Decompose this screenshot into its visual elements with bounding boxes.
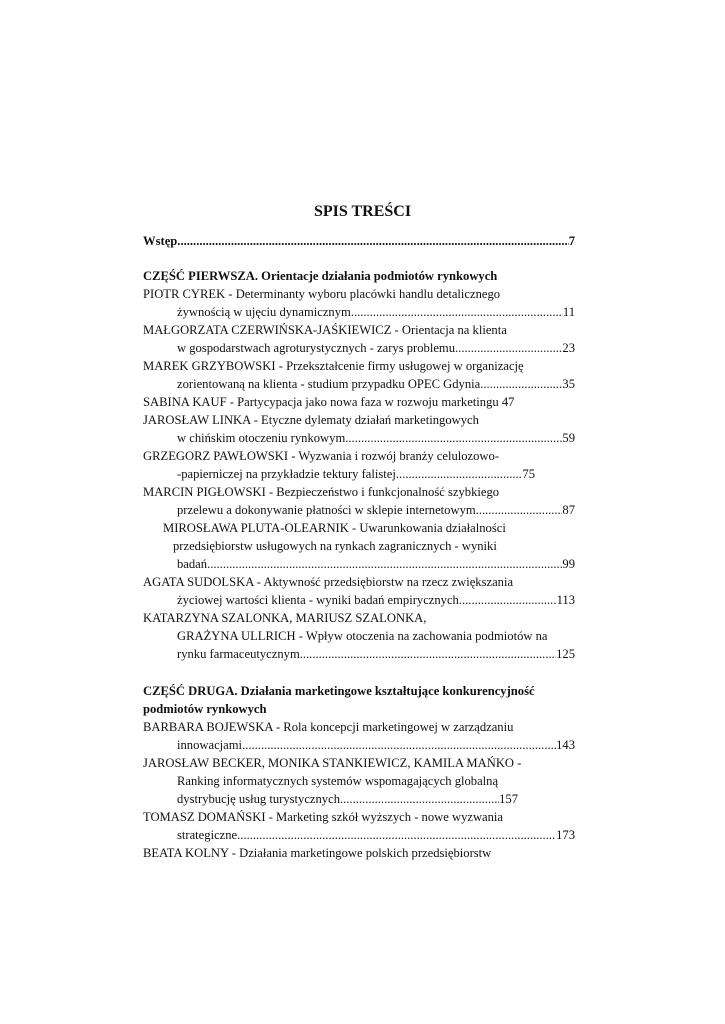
dot-leader [459,591,557,609]
dot-leader [345,429,562,447]
toc-entry-continuation[interactable] [143,375,575,393]
entry-page: 23 [562,341,575,355]
toc-entry-continuation[interactable] [143,591,575,609]
entry-title: innowacjami [177,738,243,752]
entry-page: 143 [556,738,575,752]
entry-title: dystrybucję usług turystycznych [177,792,340,806]
toc-entry-continuation[interactable] [143,339,575,357]
toc-entry-author[interactable]: PIOTR CYREK - Determinanty wyboru placówki handlu detalicznego [143,287,501,301]
toc-entry-author[interactable]: SABINA KAUF - Partycypacja jako nowa faza w rozwoju marketingu 47 [143,395,515,409]
entry-page: 59 [562,431,575,445]
entry-title: -papierniczej na przykładzie tektury falistej [177,467,396,481]
page-title: SPIS TREŚCI [313,203,412,220]
entry-title: żywnością w ujęciu dynamicznym [177,305,351,319]
dot-leader [476,501,563,519]
toc-entry-author[interactable]: TOMASZ DOMAŃSKI - Marketing szkół wyższych - nowe wyzwania [143,810,504,824]
toc-entry-author[interactable]: JAROSŁAW LINKA - Etyczne dylematy działań marketingowych [143,413,479,427]
dot-leader [207,555,562,573]
entry-title: zorientowaną na klienta - studium przypadku OPEC Gdynia [177,377,481,391]
dot-leader [396,465,523,483]
toc-entry-continuation: przedsiębiorstw usługowych na rynkach zagranicznych - wyniki [173,539,497,553]
toc-entry-continuation[interactable] [143,826,575,844]
toc-entry-continuation[interactable] [143,736,575,754]
toc-entry-author[interactable]: MAŁGORZATA CZERWIŃSKA-JAŚKIEWICZ - Orientacja na klienta [143,323,507,337]
dot-leader [237,826,556,844]
entry-page: 99 [562,557,575,571]
toc-entry-continuation[interactable] [143,303,575,321]
entry-title: badań [177,557,208,571]
toc-entry-continuation[interactable] [143,465,575,483]
toc-entry-continuation[interactable] [143,429,575,447]
table-of-contents [143,232,575,862]
toc-entry-continuation: GRAŻYNA ULLRICH - Wpływ otoczenia na zachowania podmiotów na [177,629,548,643]
dot-leader [340,790,499,808]
entry-title: Wstęp [143,234,178,248]
entry-page: 35 [562,377,575,391]
dot-leader [242,736,556,754]
entry-title: w chińskim otoczeniu rynkowym [177,431,346,445]
entry-title: przelewu a dokonywanie płatności w sklepie internetowym [177,503,476,517]
toc-entry-continuation[interactable] [143,555,575,573]
entry-page: 11 [562,305,575,319]
entry-title: strategiczne [177,828,238,842]
toc-entry-continuation[interactable] [143,790,575,808]
entry-title: życiowej wartości klienta - wyniki badań empirycznych [177,593,459,607]
entry-page: 125 [556,647,575,661]
entry-title: w gospodarstwach agroturystycznych - zarys problemu [177,341,456,355]
dot-leader [177,232,568,250]
toc-entry-continuation: Ranking informatycznych systemów wspomagających globalną [177,774,499,788]
dot-leader [455,339,562,357]
toc-entry-author[interactable]: MIROSŁAWA PLUTA-OLEARNIK - Uwarunkowania działalności [163,521,506,535]
entry-page: 157 [499,792,518,806]
toc-entry-author[interactable]: BARBARA BOJEWSKA - Rola koncepcji marketingowej w zarządzaniu [143,720,514,734]
part-heading: CZĘŚĆ DRUGA. Działania marketingowe kształtujące konkurencyjność [143,684,535,698]
part-heading: CZĘŚĆ PIERWSZA. Orientacje działania podmiotów rynkowych [143,269,498,283]
entry-page: 87 [562,503,575,517]
entry-title: rynku farmaceutycznym [177,647,300,661]
entry-page: 7 [568,234,575,248]
dot-leader [300,645,556,663]
toc-entry-continuation[interactable] [143,501,575,519]
entry-page: 113 [556,593,575,607]
entry-page: 173 [556,828,575,842]
toc-entry-author[interactable]: BEATA KOLNY - Działania marketingowe polskich przedsiębiorstw [143,846,492,860]
dot-leader [351,303,563,321]
toc-entry-author[interactable]: MARCIN PIGŁOWSKI - Bezpieczeństwo i funkcjonalność szybkiego [143,485,500,499]
toc-entry-author[interactable]: AGATA SUDOLSKA - Aktywność przedsiębiorstw na rzecz zwiększania [143,575,514,589]
dot-leader [480,375,562,393]
toc-entry-intro[interactable] [143,232,575,250]
entry-page: 75 [522,467,535,481]
toc-entry-author[interactable]: KATARZYNA SZALONKA, MARIUSZ SZALONKA, [143,611,427,625]
toc-entry-author[interactable]: GRZEGORZ PAWŁOWSKI - Wyzwania i rozwój branży celulozowo- [143,449,500,463]
toc-entry-author[interactable]: JAROSŁAW BECKER, MONIKA STANKIEWICZ, KAMILA MAŃKO - [143,756,522,770]
toc-entry-author[interactable]: MAREK GRZYBOWSKI - Przekształcenie firmy usługowej w organizację [143,359,524,373]
part-heading-continuation: podmiotów rynkowych [143,702,267,716]
toc-entry-continuation[interactable] [143,645,575,663]
